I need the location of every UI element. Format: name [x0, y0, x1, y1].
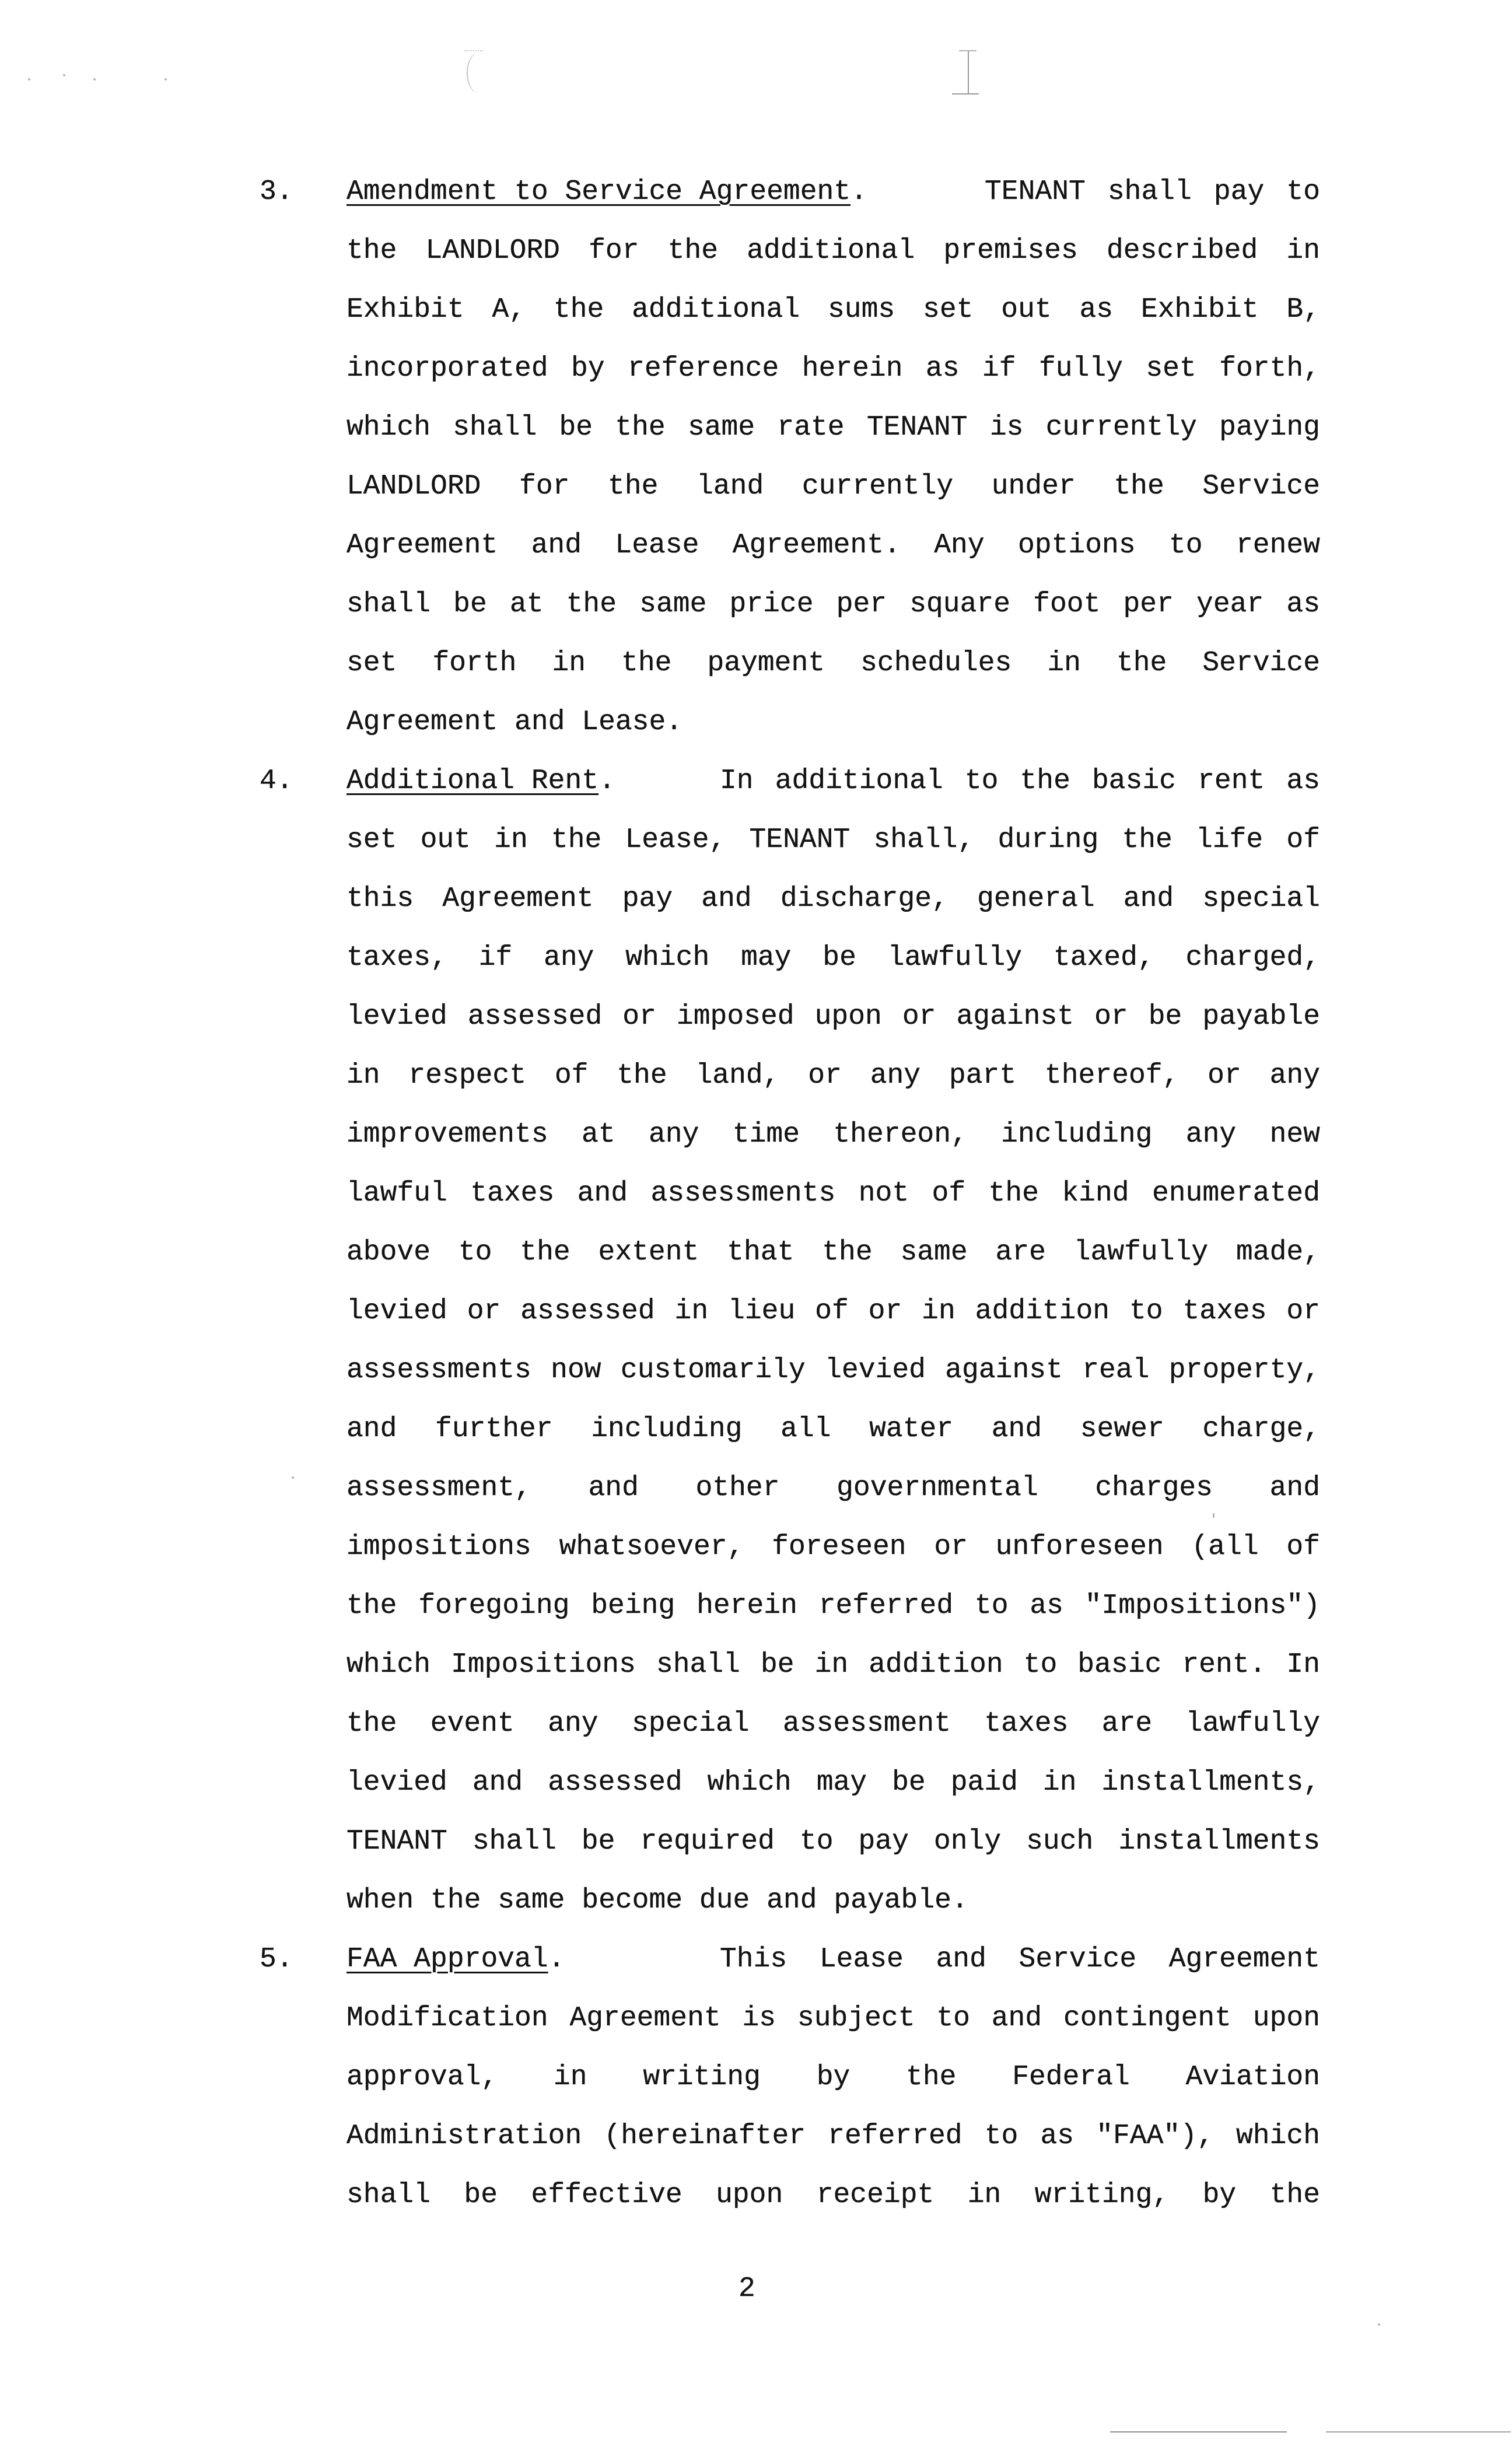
heading-period: . [850, 176, 867, 208]
text-line: approval, in writing by the Federal Aviation [346, 2062, 1320, 2093]
text-line: assessments now customarily levied against real property, [346, 1354, 1320, 1386]
scan-artifact [1110, 2431, 1287, 2432]
section-heading: Amendment to Service Agreement [346, 176, 851, 208]
paragraph-lead-line [260, 163, 1320, 222]
text-line: Administration (hereinafter referred to as "FAA"), which [346, 2120, 1320, 2152]
text-line: improvements at any time thereon, including any new [346, 1119, 1320, 1150]
text-line: which shall be the same rate TENANT is currently paying [346, 412, 1320, 443]
scan-artifact [28, 78, 30, 80]
section-heading: FAA Approval [346, 1944, 548, 1975]
text-line: lawful taxes and assessments not of the kind enumerated [346, 1178, 1320, 1209]
text-line: the foregoing being herein referred to as "Impositions") [346, 1590, 1320, 1622]
document-body [260, 163, 1320, 2225]
text-line: the event any special assessment taxes are lawfully [346, 1708, 1320, 1740]
text-line: and further including all water and sewer charge, [346, 1413, 1320, 1445]
text-line: Agreement and Lease. [346, 706, 683, 738]
paragraph-number: 3. [260, 176, 293, 208]
scan-artifact [952, 93, 979, 94]
lead-text: In additional to the basic rent as [720, 765, 1320, 797]
paragraph-number: 4. [260, 765, 293, 797]
scan-artifact [959, 50, 977, 51]
scan-artifact [968, 50, 969, 93]
page-number: 2 [738, 2273, 755, 2305]
paragraph-number: 5. [260, 1944, 293, 1975]
text-line: when the same become due and payable. [346, 1885, 968, 1916]
paragraph-lead-line [260, 752, 1320, 811]
text-line: shall be effective upon receipt in writing, by the [346, 2179, 1320, 2211]
scan-artifact [467, 52, 491, 93]
section-heading: Additional Rent [346, 765, 599, 797]
scan-artifact [63, 74, 65, 76]
text-line: levied assessed or imposed upon or against or be payable [346, 1001, 1320, 1032]
lead-text: TENANT shall pay to [985, 176, 1320, 208]
text-line: levied or assessed in lieu of or in addition to taxes or [346, 1296, 1320, 1327]
paragraph-3 [260, 163, 1320, 752]
text-line: assessment, and other governmental charges and [346, 1472, 1320, 1504]
scan-artifact [292, 1476, 294, 1479]
lead-text: This Lease and Service Agreement [720, 1944, 1320, 1975]
text-line: incorporated by reference herein as if fully set forth, [346, 353, 1320, 384]
text-line: shall be at the same price per square foot per year as [346, 589, 1320, 620]
text-line: above to the extent that the same are lawfully made, [346, 1237, 1320, 1268]
paragraph-5 [260, 1930, 1320, 2225]
text-line: set forth in the payment schedules in the Service [346, 648, 1320, 679]
text-line: taxes, if any which may be lawfully taxed, charged, [346, 942, 1320, 974]
paragraph-4 [260, 752, 1320, 1930]
scan-artifact [1326, 2431, 1511, 2432]
text-line: Modification Agreement is subject to and contingent upon [346, 2003, 1320, 2034]
heading-period: . [598, 765, 615, 797]
text-line: LANDLORD for the land currently under the Service [346, 471, 1320, 502]
text-line: TENANT shall be required to pay only such installments [346, 1826, 1320, 1857]
text-line: set out in the Lease, TENANT shall, during the life of [346, 824, 1320, 856]
heading-period: . [548, 1944, 565, 1975]
text-line: which Impositions shall be in addition to basic rent. In [346, 1649, 1320, 1681]
text-line: in respect of the land, or any part thereof, or any [346, 1060, 1320, 1091]
scan-artifact [164, 78, 167, 80]
text-line: this Agreement pay and discharge, general and special [346, 883, 1320, 915]
scan-artifact [1378, 2323, 1380, 2326]
scan-artifact [93, 78, 96, 80]
text-line: levied and assessed which may be paid in installments, [346, 1767, 1320, 1798]
text-line: Agreement and Lease Agreement. Any options to renew [346, 530, 1320, 561]
text-line: the LANDLORD for the additional premises described in [346, 235, 1320, 267]
text-line: Exhibit A, the additional sums set out as Exhibit B, [346, 294, 1320, 326]
scan-artifact [464, 50, 483, 53]
text-line: impositions whatsoever, foreseen or unforeseen (all of [346, 1531, 1320, 1563]
paragraph-lead-line [260, 1930, 1320, 1989]
